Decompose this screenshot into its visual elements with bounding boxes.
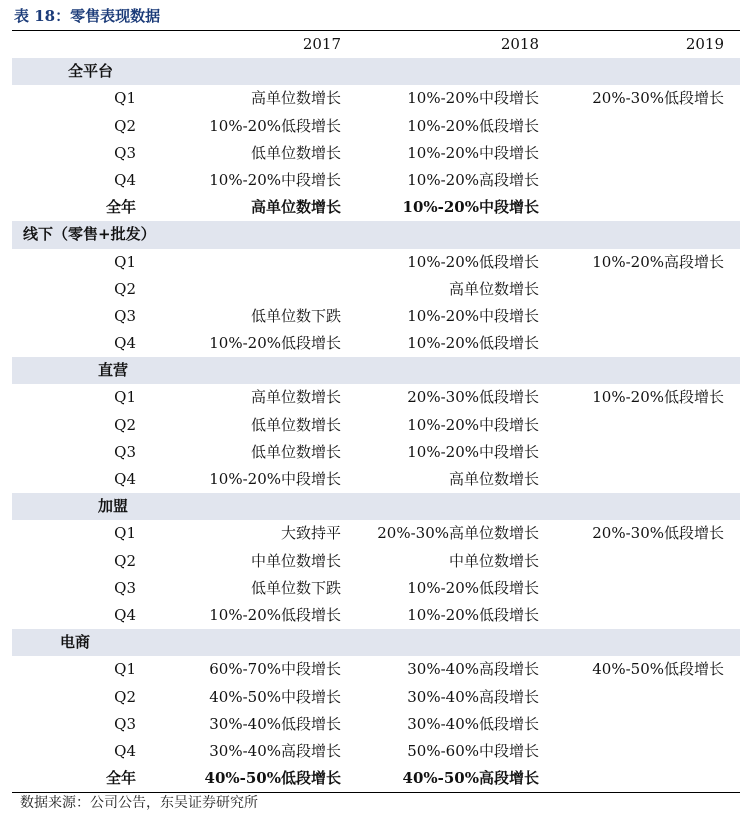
cell-2018: 50%-60%中段增长 bbox=[407, 741, 539, 760]
cell-2017: 10%-20%低段增长 bbox=[209, 334, 341, 353]
quarter-cell: Q4 bbox=[114, 741, 136, 760]
total-row bbox=[12, 194, 740, 221]
quarter-cell: Q3 bbox=[114, 442, 136, 461]
section-row bbox=[12, 629, 740, 656]
section-row bbox=[12, 221, 740, 248]
cell-2019: 10%-20%低段增长 bbox=[592, 388, 724, 407]
quarter-cell: Q2 bbox=[114, 415, 136, 434]
cell-2017: 低单位数下跌 bbox=[250, 578, 341, 597]
cell-2018: 10%-20%低段增长 bbox=[407, 334, 539, 353]
cell-2017: 低单位数增长 bbox=[250, 143, 341, 162]
cell-2018: 40%-50%高段增长 bbox=[402, 769, 539, 788]
section-row bbox=[12, 493, 740, 520]
quarter-cell: Q1 bbox=[114, 388, 136, 407]
table-header-row bbox=[12, 31, 740, 58]
section-row bbox=[12, 58, 740, 85]
table-row bbox=[12, 412, 740, 439]
table-row bbox=[12, 738, 740, 765]
section-label: 全平台 bbox=[68, 62, 114, 81]
cell-2018: 30%-40%高段增长 bbox=[407, 660, 539, 679]
cell-2017: 高单位数增长 bbox=[250, 198, 341, 217]
table-row bbox=[12, 85, 740, 112]
cell-2017: 40%-50%中段增长 bbox=[209, 687, 341, 706]
quarter-cell: Q2 bbox=[114, 687, 136, 706]
retail-performance-table bbox=[12, 30, 740, 793]
cell-2017: 10%-20%低段增长 bbox=[209, 116, 341, 135]
cell-2017: 30%-40%高段增长 bbox=[209, 741, 341, 760]
table-row bbox=[12, 439, 740, 466]
quarter-cell: Q1 bbox=[114, 252, 136, 271]
total-row bbox=[12, 765, 740, 792]
cell-2018: 10%-20%中段增长 bbox=[407, 442, 539, 461]
cell-2018: 10%-20%高段增长 bbox=[407, 170, 539, 189]
cell-2018: 10%-20%中段增长 bbox=[407, 415, 539, 434]
section-label: 直营 bbox=[98, 361, 129, 380]
table-row bbox=[12, 113, 740, 140]
cell-2017: 低单位数下跌 bbox=[250, 306, 341, 325]
cell-2019: 20%-30%低段增长 bbox=[592, 89, 724, 108]
table-row bbox=[12, 167, 740, 194]
quarter-cell: Q1 bbox=[114, 660, 136, 679]
cell-2018: 10%-20%低段增长 bbox=[407, 605, 539, 624]
cell-2017: 30%-40%低段增长 bbox=[209, 714, 341, 733]
cell-2017: 高单位数增长 bbox=[250, 89, 341, 108]
section-row bbox=[12, 357, 740, 384]
header-2019: 2019 bbox=[685, 35, 724, 53]
table-row bbox=[12, 330, 740, 357]
quarter-cell: Q1 bbox=[114, 89, 136, 108]
header-2018: 2018 bbox=[500, 35, 539, 53]
cell-2018: 20%-30%高单位数增长 bbox=[377, 524, 539, 543]
cell-2017: 40%-50%低段增长 bbox=[204, 769, 341, 788]
table-row bbox=[12, 602, 740, 629]
cell-2018: 中单位数增长 bbox=[448, 551, 539, 570]
cell-2018: 10%-20%低段增长 bbox=[407, 252, 539, 271]
table-row bbox=[12, 684, 740, 711]
cell-2018: 30%-40%低段增长 bbox=[407, 714, 539, 733]
quarter-cell: Q3 bbox=[114, 143, 136, 162]
source-note: 数据来源：公司公告，东吴证券研究所 bbox=[20, 795, 258, 811]
table-body bbox=[12, 58, 740, 792]
table-row bbox=[12, 140, 740, 167]
cell-2018: 20%-30%低段增长 bbox=[407, 388, 539, 407]
cell-2017: 10%-20%中段增长 bbox=[209, 170, 341, 189]
cell-2017: 低单位数增长 bbox=[250, 442, 341, 461]
cell-2017: 大致持平 bbox=[280, 524, 341, 543]
quarter-cell: Q2 bbox=[114, 116, 136, 135]
cell-2018: 10%-20%中段增长 bbox=[402, 198, 539, 217]
cell-2018: 10%-20%中段增长 bbox=[407, 143, 539, 162]
table-row bbox=[12, 303, 740, 330]
cell-2018: 高单位数增长 bbox=[448, 470, 539, 488]
table-row bbox=[12, 711, 740, 738]
cell-2018: 30%-40%高段增长 bbox=[407, 687, 539, 706]
table-row bbox=[12, 656, 740, 683]
cell-2018: 高单位数增长 bbox=[448, 279, 539, 298]
cell-2017: 60%-70%中段增长 bbox=[209, 660, 341, 679]
cell-2019: 40%-50%低段增长 bbox=[592, 660, 724, 679]
cell-2019: 10%-20%高段增长 bbox=[592, 252, 724, 271]
cell-2018: 10%-20%低段增长 bbox=[407, 116, 539, 135]
quarter-cell: Q4 bbox=[114, 334, 136, 353]
cell-2018: 10%-20%低段增长 bbox=[407, 578, 539, 597]
quarter-cell: Q3 bbox=[114, 306, 136, 325]
quarter-cell: Q2 bbox=[114, 551, 136, 570]
quarter-cell: Q1 bbox=[114, 524, 136, 543]
cell-2019: 20%-30%低段增长 bbox=[592, 524, 724, 543]
header-2017: 2017 bbox=[302, 35, 341, 53]
table-row bbox=[12, 548, 740, 575]
quarter-cell: Q4 bbox=[114, 470, 136, 488]
cell-2017: 中单位数增长 bbox=[250, 551, 341, 570]
table-row bbox=[12, 520, 740, 547]
cell-2017: 10%-20%低段增长 bbox=[209, 605, 341, 624]
cell-2018: 10%-20%中段增长 bbox=[407, 306, 539, 325]
cell-2017: 高单位数增长 bbox=[250, 388, 341, 407]
section-label: 加盟 bbox=[98, 497, 129, 516]
table-row bbox=[12, 466, 740, 493]
quarter-cell: Q2 bbox=[114, 279, 136, 298]
quarter-cell: Q3 bbox=[114, 714, 136, 733]
quarter-cell: 全年 bbox=[105, 198, 136, 217]
quarter-cell: Q4 bbox=[114, 170, 136, 189]
section-label: 电商 bbox=[60, 633, 91, 652]
cell-2018: 10%-20%中段增长 bbox=[407, 89, 539, 108]
table-row bbox=[12, 575, 740, 602]
section-label: 线下（零售+批发） bbox=[23, 225, 156, 244]
quarter-cell: Q4 bbox=[114, 605, 136, 624]
table-title: 表 18：零售表现数据 bbox=[14, 7, 161, 25]
cell-2017: 低单位数增长 bbox=[250, 415, 341, 434]
table-row bbox=[12, 249, 740, 276]
quarter-cell: Q3 bbox=[114, 578, 136, 597]
cell-2017: 10%-20%中段增长 bbox=[209, 470, 341, 488]
table-row bbox=[12, 276, 740, 303]
table-row bbox=[12, 384, 740, 411]
quarter-cell: 全年 bbox=[105, 769, 136, 788]
